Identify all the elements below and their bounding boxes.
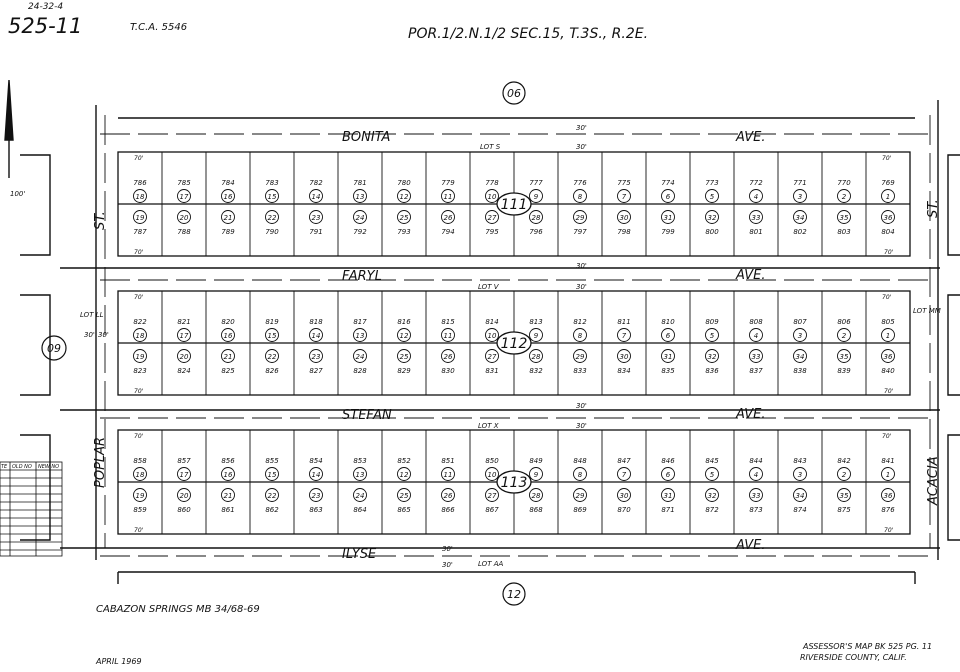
parcel-number-top: 841 xyxy=(881,457,895,465)
parcel-number-top: 816 xyxy=(397,318,411,326)
dim-block-bottom: 70' xyxy=(134,249,144,256)
parcel-number-bottom: 838 xyxy=(793,367,807,375)
lot-number-top: 10 xyxy=(487,471,497,479)
street-stefan-ave: AVE. xyxy=(736,407,766,422)
lot-number-top: 17 xyxy=(179,193,189,201)
lot-number-bottom: 34 xyxy=(795,492,805,500)
lot-number-bottom: 26 xyxy=(443,353,453,361)
lot-number-bottom: 26 xyxy=(443,492,453,500)
lot-number-bottom: 27 xyxy=(487,492,497,500)
lot-number-bottom: 35 xyxy=(839,353,849,361)
parcel-number-bottom: 792 xyxy=(353,228,367,236)
lot-number-bottom: 31 xyxy=(663,492,673,500)
lot-number-bottom: 28 xyxy=(531,353,541,361)
lot-number-top: 11 xyxy=(443,193,453,201)
lot-number-top: 18 xyxy=(135,471,145,479)
lot-number-bottom: 22 xyxy=(267,353,277,361)
lot-number-top: 12 xyxy=(399,332,409,340)
tca-number: T.C.A. 5546 xyxy=(130,22,188,33)
lot-number-bottom: 24 xyxy=(355,492,365,500)
parcel-number-bottom: 864 xyxy=(353,506,367,514)
lot-number-top: 14 xyxy=(311,471,321,479)
lot-number-top: 1 xyxy=(885,193,891,201)
dim-block-bottom-right: 70' xyxy=(884,388,894,395)
lot-number-bottom: 26 xyxy=(443,214,453,222)
parcel-number-top: 858 xyxy=(133,457,147,465)
parcel-number-top: 854 xyxy=(309,457,323,465)
lot-number-top: 18 xyxy=(135,193,145,201)
lot-number-top: 4 xyxy=(753,471,759,479)
parcel-number-bottom: 827 xyxy=(309,367,323,375)
parcel-number-top: 817 xyxy=(353,318,367,326)
parcel-number-top: 845 xyxy=(705,457,719,465)
dim-block-top-right: 70' xyxy=(882,155,892,162)
parcel-number-bottom: 866 xyxy=(441,506,455,514)
parcel-number-top: 779 xyxy=(441,179,455,187)
dim-west-100: 100' xyxy=(10,190,26,198)
dim-block-top-right: 70' xyxy=(882,294,892,301)
parcel-number-bottom: 861 xyxy=(221,506,235,514)
lot-number-bottom: 36 xyxy=(883,492,893,500)
dim-block-bottom: 70' xyxy=(134,527,144,534)
lot-number-top: 9 xyxy=(533,193,539,201)
parcel-number-bottom: 828 xyxy=(353,367,367,375)
dim-west-30a: 30' xyxy=(84,331,95,339)
parcel-number-bottom: 789 xyxy=(221,228,235,236)
parcel-number-bottom: 801 xyxy=(749,228,763,236)
parcel-number-bottom: 830 xyxy=(441,367,455,375)
lot-number-top: 16 xyxy=(223,471,233,479)
lot-number-top: 6 xyxy=(665,332,671,340)
parcel-number-bottom: 834 xyxy=(617,367,631,375)
lot-number-top: 10 xyxy=(487,193,497,201)
lot-number-top: 1 xyxy=(885,332,891,340)
parcel-number-bottom: 837 xyxy=(749,367,763,375)
parcel-number-bottom: 790 xyxy=(265,228,279,236)
parcel-number-bottom: 829 xyxy=(397,367,411,375)
street-st-west: ST. xyxy=(93,211,108,230)
book-page: 525-11 xyxy=(8,14,83,38)
lot-s: LOT S xyxy=(480,143,501,151)
lot-aa: LOT AA xyxy=(478,560,504,568)
street-faryl-ave: AVE. xyxy=(736,268,766,283)
parcel-number-bottom: 787 xyxy=(133,228,147,236)
assessor-line-1: ASSESSOR'S MAP BK 525 PG. 11 xyxy=(803,642,933,651)
block-number: 111 xyxy=(500,197,528,213)
lot-number-bottom: 23 xyxy=(311,353,321,361)
block-number: 112 xyxy=(500,336,528,352)
lot-number-bottom: 22 xyxy=(267,492,277,500)
lot-number-bottom: 33 xyxy=(751,492,761,500)
parcel-number-top: 851 xyxy=(441,457,455,465)
parcel-number-top: 776 xyxy=(573,179,587,187)
parcel-number-top: 857 xyxy=(177,457,191,465)
parcel-number-top: 814 xyxy=(485,318,499,326)
dim-block-bottom-right: 70' xyxy=(884,249,894,256)
parcel-number-top: 769 xyxy=(881,179,895,187)
parcel-number-top: 778 xyxy=(485,179,499,187)
assessor-line-2: RIVERSIDE COUNTY, CALIF. xyxy=(800,653,907,662)
lot-number-bottom: 32 xyxy=(707,353,717,361)
lot-number-bottom: 23 xyxy=(311,214,321,222)
dim-block-top: 70' xyxy=(134,433,144,440)
legal-description: POR.1/2.N.1/2 SEC.15, T.3S., R.2E. xyxy=(408,26,649,42)
parcel-number-bottom: 876 xyxy=(881,506,895,514)
neighbor-bottom: 12 xyxy=(507,588,521,601)
parcel-number-bottom: 873 xyxy=(749,506,763,514)
lot-number-bottom: 28 xyxy=(531,492,541,500)
lot-number-top: 11 xyxy=(443,471,453,479)
parcel-number-bottom: 803 xyxy=(837,228,851,236)
lot-number-top: 5 xyxy=(709,471,715,479)
lot-number-top: 14 xyxy=(311,332,321,340)
parcel-number-bottom: 831 xyxy=(485,367,499,375)
road-lines xyxy=(5,80,960,584)
parcel-number-bottom: 824 xyxy=(177,367,191,375)
ref-number: 24-32-4 xyxy=(28,2,64,12)
parcel-number-top: 781 xyxy=(353,179,367,187)
parcel-number-top: 850 xyxy=(485,457,499,465)
parcel-number-top: 786 xyxy=(133,179,147,187)
parcel-number-top: 809 xyxy=(705,318,719,326)
parcel-number-bottom: 839 xyxy=(837,367,851,375)
parcel-number-bottom: 875 xyxy=(837,506,851,514)
lot-number-bottom: 33 xyxy=(751,353,761,361)
lot-number-bottom: 31 xyxy=(663,214,673,222)
neighbor-top: 06 xyxy=(507,87,521,100)
parcel-number-bottom: 860 xyxy=(177,506,191,514)
lot-number-bottom: 20 xyxy=(179,214,189,222)
lot-number-top: 8 xyxy=(577,193,583,201)
lot-number-bottom: 33 xyxy=(751,214,761,222)
parcel-number-top: 785 xyxy=(177,179,191,187)
street-stefan: STEFAN xyxy=(342,408,392,423)
lot-number-bottom: 29 xyxy=(575,492,585,500)
parcel-number-bottom: 863 xyxy=(309,506,323,514)
ownership-table xyxy=(0,462,62,556)
lot-number-bottom: 24 xyxy=(355,214,365,222)
parcel-number-top: 812 xyxy=(573,318,587,326)
dim-faryl: 30' xyxy=(576,262,587,270)
lot-number-top: 14 xyxy=(311,193,321,201)
parcel-number-top: 771 xyxy=(793,179,807,187)
lot-number-bottom: 19 xyxy=(135,492,145,500)
parcel-number-top: 773 xyxy=(705,179,719,187)
parcel-number-top: 774 xyxy=(661,179,675,187)
parcel-number-bottom: 800 xyxy=(705,228,719,236)
parcel-number-top: 819 xyxy=(265,318,279,326)
parcel-number-bottom: 870 xyxy=(617,506,631,514)
dim-ilyse-2: 30' xyxy=(442,561,453,569)
parcel-number-bottom: 867 xyxy=(485,506,499,514)
parcel-number-top: 853 xyxy=(353,457,367,465)
lot-number-top: 9 xyxy=(533,471,539,479)
parcel-number-top: 772 xyxy=(749,179,763,187)
lot-number-top: 11 xyxy=(443,332,453,340)
parcel-number-bottom: 798 xyxy=(617,228,631,236)
parcel-number-bottom: 796 xyxy=(529,228,543,236)
lot-number-top: 7 xyxy=(621,471,627,479)
lot-number-top: 4 xyxy=(753,332,759,340)
lot-number-bottom: 21 xyxy=(223,353,233,361)
table-col-te: TE xyxy=(1,464,8,470)
lot-number-bottom: 30 xyxy=(619,353,629,361)
parcel-number-bottom: 868 xyxy=(529,506,543,514)
parcel-number-bottom: 791 xyxy=(309,228,323,236)
block-2 xyxy=(118,430,910,534)
parcel-number-top: 855 xyxy=(265,457,279,465)
parcel-number-bottom: 840 xyxy=(881,367,895,375)
subdivision-name: CABAZON SPRINGS MB 34/68-69 xyxy=(96,604,260,615)
parcel-number-top: 806 xyxy=(837,318,851,326)
lot-number-bottom: 28 xyxy=(531,214,541,222)
lot-number-bottom: 19 xyxy=(135,214,145,222)
lot-number-top: 8 xyxy=(577,471,583,479)
lot-number-bottom: 24 xyxy=(355,353,365,361)
street-st-east: ST. xyxy=(926,199,941,218)
parcel-number-bottom: 788 xyxy=(177,228,191,236)
parcel-number-top: 777 xyxy=(529,179,543,187)
parcel-number-bottom: 823 xyxy=(133,367,147,375)
parcel-number-top: 846 xyxy=(661,457,675,465)
lot-number-bottom: 20 xyxy=(179,353,189,361)
parcel-number-top: 844 xyxy=(749,457,763,465)
table-col-old: OLD NO xyxy=(12,464,32,470)
lot-number-bottom: 30 xyxy=(619,214,629,222)
lot-number-top: 3 xyxy=(797,193,803,201)
parcel-number-top: 815 xyxy=(441,318,455,326)
lot-number-bottom: 30 xyxy=(619,492,629,500)
parcel-number-bottom: 869 xyxy=(573,506,587,514)
lot-number-bottom: 25 xyxy=(399,353,409,361)
lot-number-top: 4 xyxy=(753,193,759,201)
lot-number-top: 16 xyxy=(223,332,233,340)
parcel-number-top: 780 xyxy=(397,179,411,187)
parcel-number-bottom: 795 xyxy=(485,228,499,236)
lot-number-top: 12 xyxy=(399,193,409,201)
lot-number-top: 10 xyxy=(487,332,497,340)
parcel-number-bottom: 865 xyxy=(397,506,411,514)
parcel-number-bottom: 832 xyxy=(529,367,543,375)
lot-number-bottom: 21 xyxy=(223,214,233,222)
lot-number-top: 12 xyxy=(399,471,409,479)
lot-mm: LOT MM xyxy=(913,307,941,315)
parcel-number-top: 810 xyxy=(661,318,675,326)
lot-number-top: 1 xyxy=(885,471,891,479)
street-ilyse-ave: AVE. xyxy=(736,538,766,553)
lot-number-bottom: 23 xyxy=(311,492,321,500)
parcel-number-bottom: 794 xyxy=(441,228,455,236)
parcel-number-bottom: 825 xyxy=(221,367,235,375)
parcel-number-bottom: 797 xyxy=(573,228,587,236)
lot-x: LOT X xyxy=(478,422,499,430)
dim-block-top-right: 70' xyxy=(882,433,892,440)
parcel-number-top: 807 xyxy=(793,318,807,326)
lot-labels xyxy=(10,124,941,569)
lot-ll: LOT LL xyxy=(80,311,104,319)
dim-block-top: 70' xyxy=(134,294,144,301)
lot-number-bottom: 35 xyxy=(839,492,849,500)
lot-number-bottom: 29 xyxy=(575,214,585,222)
dim-ilyse: 30' xyxy=(442,545,453,553)
lot-number-top: 9 xyxy=(533,332,539,340)
lot-number-bottom: 34 xyxy=(795,214,805,222)
lot-number-top: 15 xyxy=(267,471,277,479)
lot-number-bottom: 25 xyxy=(399,492,409,500)
lot-v: LOT V xyxy=(478,283,499,291)
lot-number-top: 18 xyxy=(135,332,145,340)
lot-number-top: 16 xyxy=(223,193,233,201)
parcel-number-top: 818 xyxy=(309,318,323,326)
parcel-number-bottom: 799 xyxy=(661,228,675,236)
lot-number-top: 6 xyxy=(665,193,671,201)
parcel-number-bottom: 872 xyxy=(705,506,719,514)
lot-number-top: 3 xyxy=(797,471,803,479)
lot-number-top: 2 xyxy=(841,471,847,479)
parcel-number-bottom: 874 xyxy=(793,506,807,514)
parcel-number-top: 856 xyxy=(221,457,235,465)
lot-number-bottom: 25 xyxy=(399,214,409,222)
parcel-number-top: 811 xyxy=(617,318,631,326)
dim-bonita-2: 30' xyxy=(576,143,587,151)
lot-number-bottom: 32 xyxy=(707,492,717,500)
lot-number-bottom: 27 xyxy=(487,353,497,361)
lot-number-top: 13 xyxy=(355,193,365,201)
street-ilyse: ILYSE xyxy=(342,547,377,562)
parcel-number-top: 842 xyxy=(837,457,851,465)
parcel-number-top: 848 xyxy=(573,457,587,465)
dim-bonita: 30' xyxy=(576,124,587,132)
lot-number-top: 3 xyxy=(797,332,803,340)
dim-block-bottom: 70' xyxy=(134,388,144,395)
lot-number-top: 5 xyxy=(709,332,715,340)
lot-number-top: 8 xyxy=(577,332,583,340)
parcel-number-top: 784 xyxy=(221,179,235,187)
parcel-number-bottom: 804 xyxy=(881,228,895,236)
lot-number-top: 2 xyxy=(841,193,847,201)
lot-number-top: 5 xyxy=(709,193,715,201)
dim-stefan-2: 30' xyxy=(576,422,587,430)
lot-number-top: 13 xyxy=(355,471,365,479)
table-col-new: NEW NO xyxy=(38,464,60,470)
lot-number-top: 13 xyxy=(355,332,365,340)
parcel-number-top: 820 xyxy=(221,318,235,326)
street-acacia: ACACIA xyxy=(926,456,941,505)
lot-number-bottom: 36 xyxy=(883,353,893,361)
lot-number-bottom: 35 xyxy=(839,214,849,222)
lot-number-bottom: 21 xyxy=(223,492,233,500)
lot-number-top: 7 xyxy=(621,193,627,201)
lot-number-bottom: 34 xyxy=(795,353,805,361)
parcel-number-top: 849 xyxy=(529,457,543,465)
parcel-number-top: 782 xyxy=(309,179,323,187)
parcel-number-bottom: 826 xyxy=(265,367,279,375)
dim-block-top: 70' xyxy=(134,155,144,162)
lot-number-bottom: 27 xyxy=(487,214,497,222)
lot-number-bottom: 32 xyxy=(707,214,717,222)
parcel-number-top: 808 xyxy=(749,318,763,326)
street-faryl: FARYL xyxy=(342,269,382,284)
block-number: 113 xyxy=(500,475,528,491)
lot-number-bottom: 31 xyxy=(663,353,673,361)
parcel-number-bottom: 835 xyxy=(661,367,675,375)
street-poplar: POPLAR xyxy=(93,436,108,488)
street-bonita: BONITA xyxy=(342,130,391,145)
parcel-number-top: 847 xyxy=(617,457,631,465)
parcel-number-top: 813 xyxy=(529,318,543,326)
parcel-number-bottom: 862 xyxy=(265,506,279,514)
lot-number-top: 17 xyxy=(179,332,189,340)
lot-number-bottom: 22 xyxy=(267,214,277,222)
parcel-number-bottom: 793 xyxy=(397,228,411,236)
parcel-number-bottom: 871 xyxy=(661,506,675,514)
block-1 xyxy=(118,291,910,395)
parcel-number-bottom: 802 xyxy=(793,228,807,236)
parcel-number-bottom: 859 xyxy=(133,506,147,514)
lot-number-top: 15 xyxy=(267,193,277,201)
parcel-number-top: 770 xyxy=(837,179,851,187)
lot-number-bottom: 36 xyxy=(883,214,893,222)
neighbor-left: 09 xyxy=(47,342,61,355)
lot-number-top: 17 xyxy=(179,471,189,479)
dim-block-bottom-right: 70' xyxy=(884,527,894,534)
parcel-number-top: 775 xyxy=(617,179,631,187)
parcel-number-top: 843 xyxy=(793,457,807,465)
lot-number-bottom: 29 xyxy=(575,353,585,361)
street-bonita-ave: AVE. xyxy=(736,130,766,145)
dim-stefan: 30' xyxy=(576,402,587,410)
parcel-number-top: 805 xyxy=(881,318,895,326)
dim-faryl-2: 30' xyxy=(576,283,587,291)
lot-number-bottom: 20 xyxy=(179,492,189,500)
dim-west-30b: 30' xyxy=(98,331,109,339)
parcel-number-top: 821 xyxy=(177,318,191,326)
lot-number-top: 2 xyxy=(841,332,847,340)
parcel-number-top: 783 xyxy=(265,179,279,187)
lot-number-top: 6 xyxy=(665,471,671,479)
block-0 xyxy=(118,152,910,256)
map-date: APRIL 1969 xyxy=(96,657,142,666)
parcel-number-top: 852 xyxy=(397,457,411,465)
parcel-number-bottom: 833 xyxy=(573,367,587,375)
parcel-number-top: 822 xyxy=(133,318,147,326)
parcel-number-bottom: 836 xyxy=(705,367,719,375)
lot-number-top: 15 xyxy=(267,332,277,340)
lot-number-bottom: 19 xyxy=(135,353,145,361)
lot-number-top: 7 xyxy=(621,332,627,340)
